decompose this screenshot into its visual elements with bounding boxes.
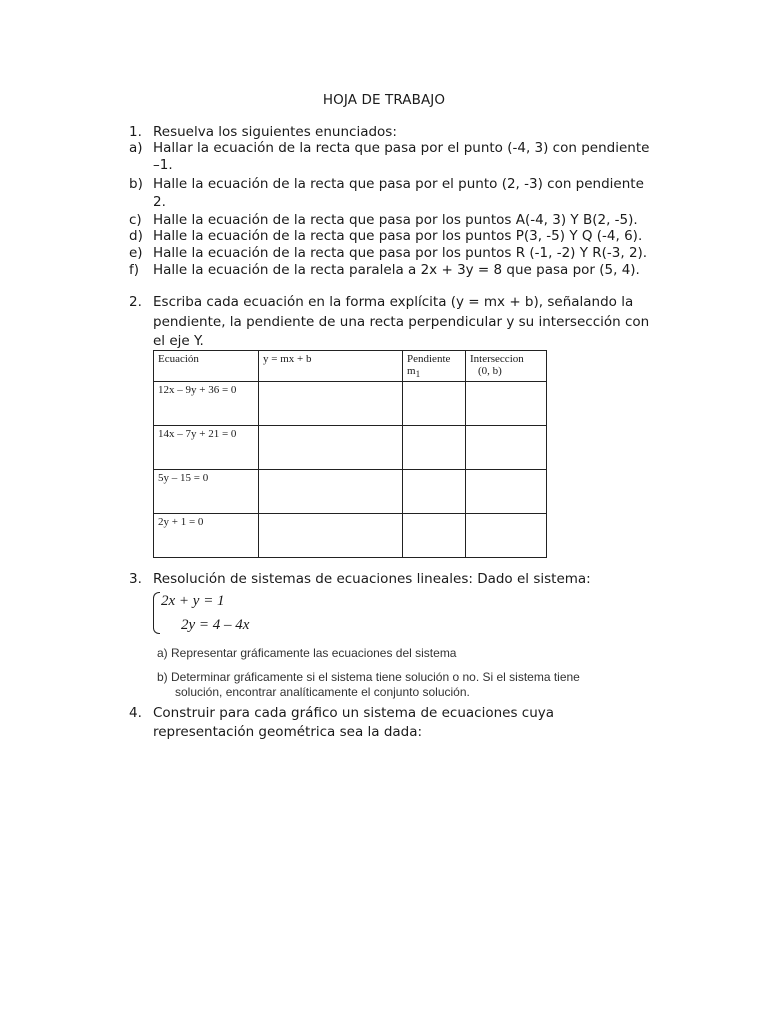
- question-4-number: 4.: [129, 705, 142, 721]
- header-interseccion-point: (0, b): [478, 365, 502, 377]
- header-ecuacion: Ecuación: [154, 351, 259, 382]
- answer-cell: [466, 470, 547, 514]
- system-equation-1: 2x + y = 1: [161, 593, 225, 609]
- item-d-mark: d): [129, 228, 143, 244]
- system-brace: [153, 592, 160, 634]
- equation-cell: 5y – 15 = 0: [154, 470, 259, 514]
- header-pendiente-subscript: 1: [415, 369, 421, 380]
- table-header-row: [154, 351, 547, 382]
- question-2-number: 2.: [129, 294, 142, 310]
- header-interseccion: [466, 351, 547, 382]
- header-pendiente-label: Pendiente: [407, 353, 451, 365]
- question-3-part-b-line-2: solución, encontrar analíticamente el conjunto solución.: [175, 685, 470, 699]
- item-a-text-cont: –1.: [153, 157, 173, 173]
- answer-cell: [403, 470, 466, 514]
- system-equation-2: 2y = 4 – 4x: [181, 617, 250, 633]
- answer-cell: [403, 514, 466, 558]
- item-d-text: Halle la ecuación de la recta que pasa por los puntos P(3, -5) Y Q (-4, 6).: [153, 228, 643, 244]
- question-3-part-b-line-1: b) Determinar gráficamente si el sistema tiene solución o no. Si el sistema tiene: [157, 670, 580, 684]
- item-b-text: Halle la ecuación de la recta que pasa por el punto (2, -3) con pendiente: [153, 176, 644, 192]
- question-2-line-2: pendiente, la pendiente de una recta perpendicular y su intersección con: [153, 314, 650, 330]
- question-2-line-3: el eje Y.: [153, 333, 204, 349]
- table-row: [154, 426, 547, 470]
- equation-cell: 12x – 9y + 36 = 0: [154, 382, 259, 426]
- table-row: [154, 382, 547, 426]
- item-c-mark: c): [129, 212, 142, 228]
- header-interseccion-label: Interseccion: [470, 353, 524, 365]
- question-4-line-2: representación geométrica sea la dada:: [153, 724, 423, 740]
- question-1-number: 1.: [129, 124, 142, 140]
- item-c-text: Halle la ecuación de la recta que pasa por los puntos A(-4, 3) Y B(2, -5).: [153, 212, 638, 228]
- item-a-text: Hallar la ecuación de la recta que pasa por el punto (-4, 3) con pendiente: [153, 140, 650, 156]
- answer-cell: [466, 382, 547, 426]
- answer-cell: [259, 382, 403, 426]
- equation-cell: 2y + 1 = 0: [154, 514, 259, 558]
- answer-cell: [259, 514, 403, 558]
- answer-cell: [466, 426, 547, 470]
- answer-cell: [466, 514, 547, 558]
- item-a-mark: a): [129, 140, 143, 156]
- item-e-text: Halle la ecuación de la recta que pasa por los puntos R (-1, -2) Y R(-3, 2).: [153, 245, 648, 261]
- question-3-text: Resolución de sistemas de ecuaciones lineales: Dado el sistema:: [153, 571, 591, 587]
- question-4-line-1: Construir para cada gráfico un sistema de ecuaciones cuya: [153, 705, 555, 721]
- answer-cell: [403, 426, 466, 470]
- page-title: HOJA DE TRABAJO: [322, 92, 446, 108]
- table-row: [154, 514, 547, 558]
- question-3-number: 3.: [129, 571, 142, 587]
- item-b-text-cont: 2.: [153, 194, 166, 210]
- item-f-mark: f): [129, 262, 140, 278]
- header-pendiente-symbol: m: [407, 365, 416, 377]
- header-explicit-form: y = mx + b: [259, 351, 403, 382]
- equation-table: [153, 350, 547, 558]
- question-1-text: Resuelva los siguientes enunciados:: [153, 124, 397, 140]
- item-b-mark: b): [129, 176, 143, 192]
- answer-cell: [259, 426, 403, 470]
- table-row: [154, 470, 547, 514]
- item-e-mark: e): [129, 245, 143, 261]
- equation-cell: 14x – 7y + 21 = 0: [154, 426, 259, 470]
- question-2-line-1: Escriba cada ecuación en la forma explícita (y = mx + b), señalando la: [153, 294, 634, 310]
- header-pendiente: [403, 351, 466, 382]
- question-3-part-a: a) Representar gráficamente las ecuaciones del sistema: [157, 646, 457, 660]
- item-f-text: Halle la ecuación de la recta paralela a 2x + 3y = 8 que pasa por (5, 4).: [153, 262, 640, 278]
- answer-cell: [403, 382, 466, 426]
- answer-cell: [259, 470, 403, 514]
